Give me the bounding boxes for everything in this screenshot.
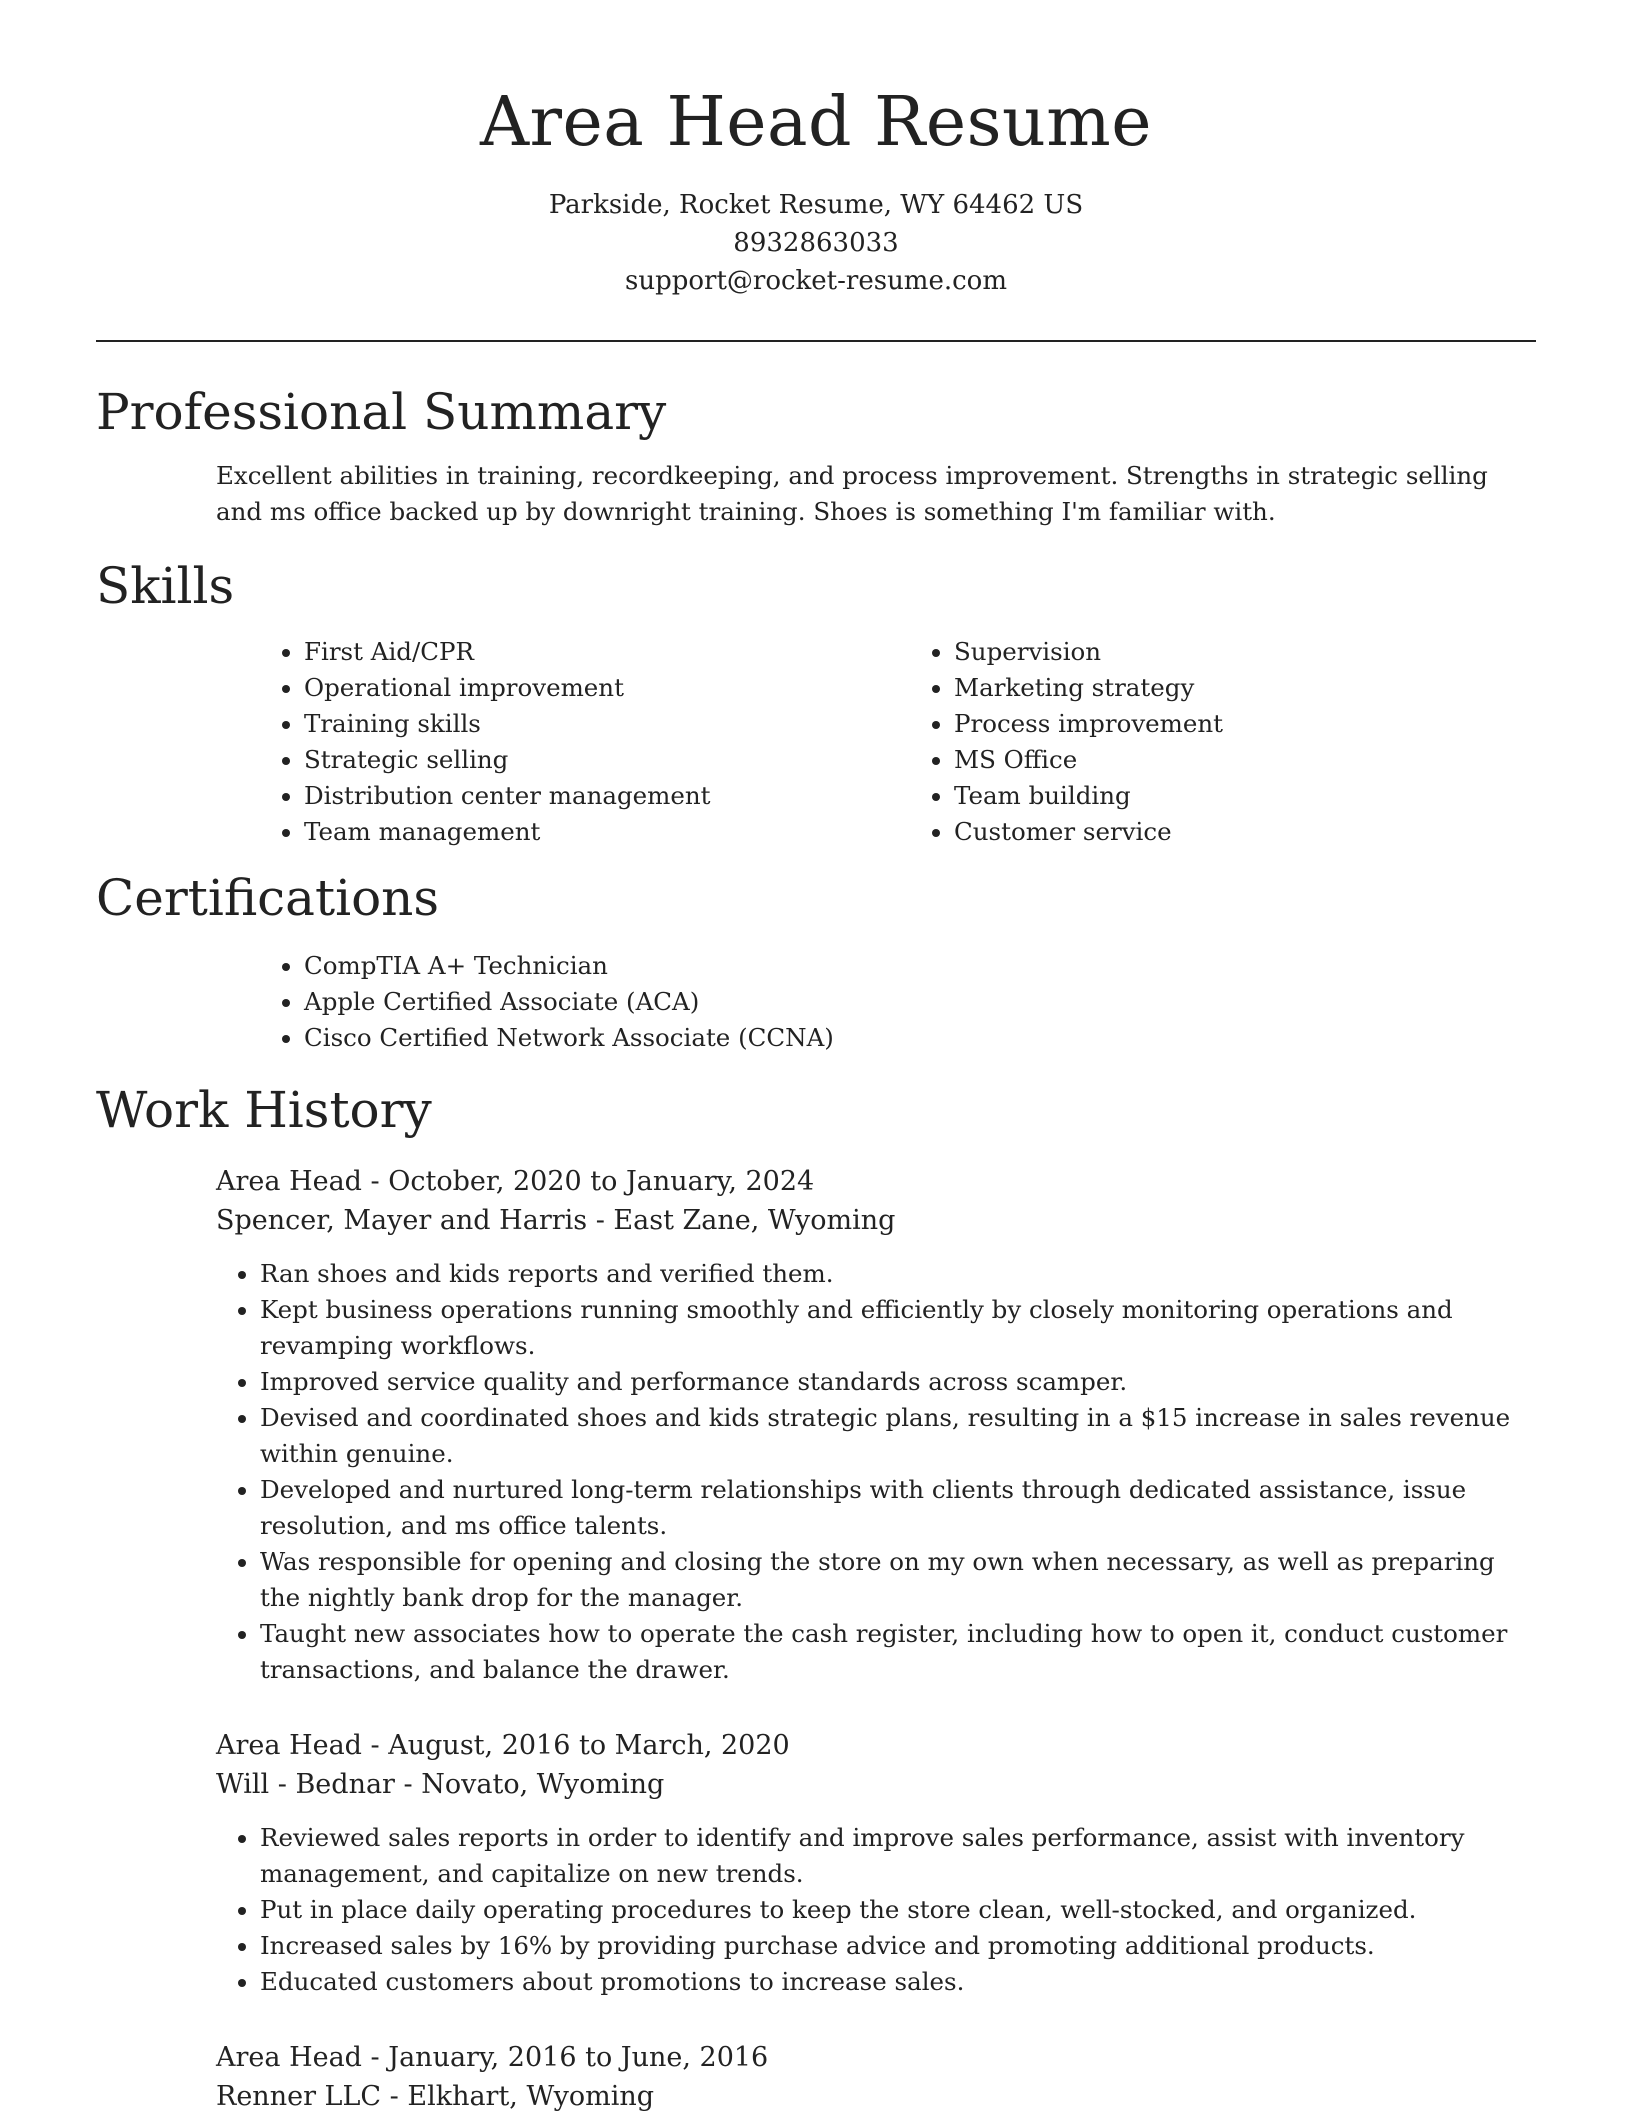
job-bullet: • Was responsible for opening and closing the store on my own when necessary, as well as preparing the nightly bank drop for the manager. bbox=[260, 1544, 1536, 1616]
skill-item: • Training skills bbox=[304, 706, 910, 742]
skills-list-right bbox=[910, 634, 1536, 850]
job-bullets bbox=[216, 1256, 1536, 1688]
skill-item: • Customer service bbox=[954, 814, 1536, 850]
job-entry bbox=[216, 1162, 1536, 1688]
certification-item: • Apple Certified Associate (ACA) bbox=[304, 984, 1536, 1020]
job-company-location: Will - Bednar - Novato, Wyoming bbox=[216, 1769, 665, 1801]
resume-header bbox=[96, 0, 1536, 300]
contact-phone: 8932863033 bbox=[733, 228, 899, 259]
contact-address: Parkside, Rocket Resume, WY 64462 US bbox=[548, 190, 1084, 221]
contact-block bbox=[96, 186, 1536, 300]
job-bullet: • Devised and coordinated shoes and kids strategic plans, resulting in a $15 increase in sales revenue within genuine. bbox=[260, 1400, 1536, 1472]
job-bullet: • Taught new associates how to operate the cash register, including how to open it, conduct customer transactions, and balance the drawer. bbox=[260, 1616, 1536, 1688]
job-bullet: • Increased sales by 16% by providing purchase advice and promoting additional products. bbox=[260, 1928, 1536, 1964]
professional-summary-section bbox=[96, 382, 1536, 530]
certifications-heading: Certifications bbox=[96, 869, 440, 928]
job-company-location: Spencer, Mayer and Harris - East Zane, Wyoming bbox=[216, 1205, 896, 1237]
skill-item: • Operational improvement bbox=[304, 670, 910, 706]
skill-item: • Team building bbox=[954, 778, 1536, 814]
certification-item: • CompTIA A+ Technician bbox=[304, 948, 1536, 984]
header-divider bbox=[96, 340, 1536, 342]
skill-item: • Marketing strategy bbox=[954, 670, 1536, 706]
job-bullet: • Ran shoes and kids reports and verified them. bbox=[260, 1256, 1536, 1292]
skill-item: • Strategic selling bbox=[304, 742, 910, 778]
job-title-dates: Area Head - August, 2016 to March, 2020 bbox=[216, 1730, 790, 1762]
skills-grid bbox=[260, 634, 1536, 850]
job-bullet: • Developed and nurtured long-term relationships with clients through dedicated assistance, issue resolution, and ms office talents. bbox=[260, 1472, 1536, 1544]
job-title-dates: Area Head - January, 2016 to June, 2016 bbox=[216, 2042, 769, 2074]
skill-item: • Team management bbox=[304, 814, 910, 850]
skills-heading: Skills bbox=[96, 557, 235, 616]
job-entry bbox=[216, 2038, 1536, 2116]
skills-list-left bbox=[260, 634, 910, 850]
job-bullet: • Reviewed sales reports in order to identify and improve sales performance, assist with inventory management, and capitalize on new trends. bbox=[260, 1820, 1536, 1892]
work-history-section bbox=[96, 1080, 1536, 2116]
skills-section bbox=[96, 556, 1536, 850]
work-history-heading: Work History bbox=[96, 1081, 432, 1140]
resume-title: Area Head Resume bbox=[479, 83, 1153, 162]
professional-summary-heading: Professional Summary bbox=[96, 383, 667, 442]
skill-item: • MS Office bbox=[954, 742, 1536, 778]
contact-email: support@rocket-resume.com bbox=[624, 266, 1007, 297]
job-bullet: • Improved service quality and performance standards across scamper. bbox=[260, 1364, 1536, 1400]
job-bullet: • Educated customers about promotions to increase sales. bbox=[260, 1964, 1536, 2000]
skill-item: • Distribution center management bbox=[304, 778, 910, 814]
certification-item: • Cisco Certified Network Associate (CCNA) bbox=[304, 1020, 1536, 1056]
job-bullet: • Kept business operations running smoothly and efficiently by closely monitoring operations and revamping workflows. bbox=[260, 1292, 1536, 1364]
professional-summary-text: Excellent abilities in training, recordkeeping, and process improvement. Strengths in strategic selling and ms office backed up by downright training. Shoes is something I'm familiar with. bbox=[216, 461, 1488, 527]
skill-item: • Process improvement bbox=[954, 706, 1536, 742]
skill-item: • Supervision bbox=[954, 634, 1536, 670]
job-bullets bbox=[216, 1820, 1536, 2000]
skill-item: • First Aid/CPR bbox=[304, 634, 910, 670]
certifications-section bbox=[96, 868, 1536, 1056]
job-title-dates: Area Head - October, 2020 to January, 2024 bbox=[216, 1166, 815, 1198]
job-bullet: • Put in place daily operating procedures to keep the store clean, well-stocked, and organized. bbox=[260, 1892, 1536, 1928]
job-entry bbox=[216, 1726, 1536, 2000]
certifications-list bbox=[260, 948, 1536, 1056]
job-company-location: Renner LLC - Elkhart, Wyoming bbox=[216, 2081, 655, 2113]
